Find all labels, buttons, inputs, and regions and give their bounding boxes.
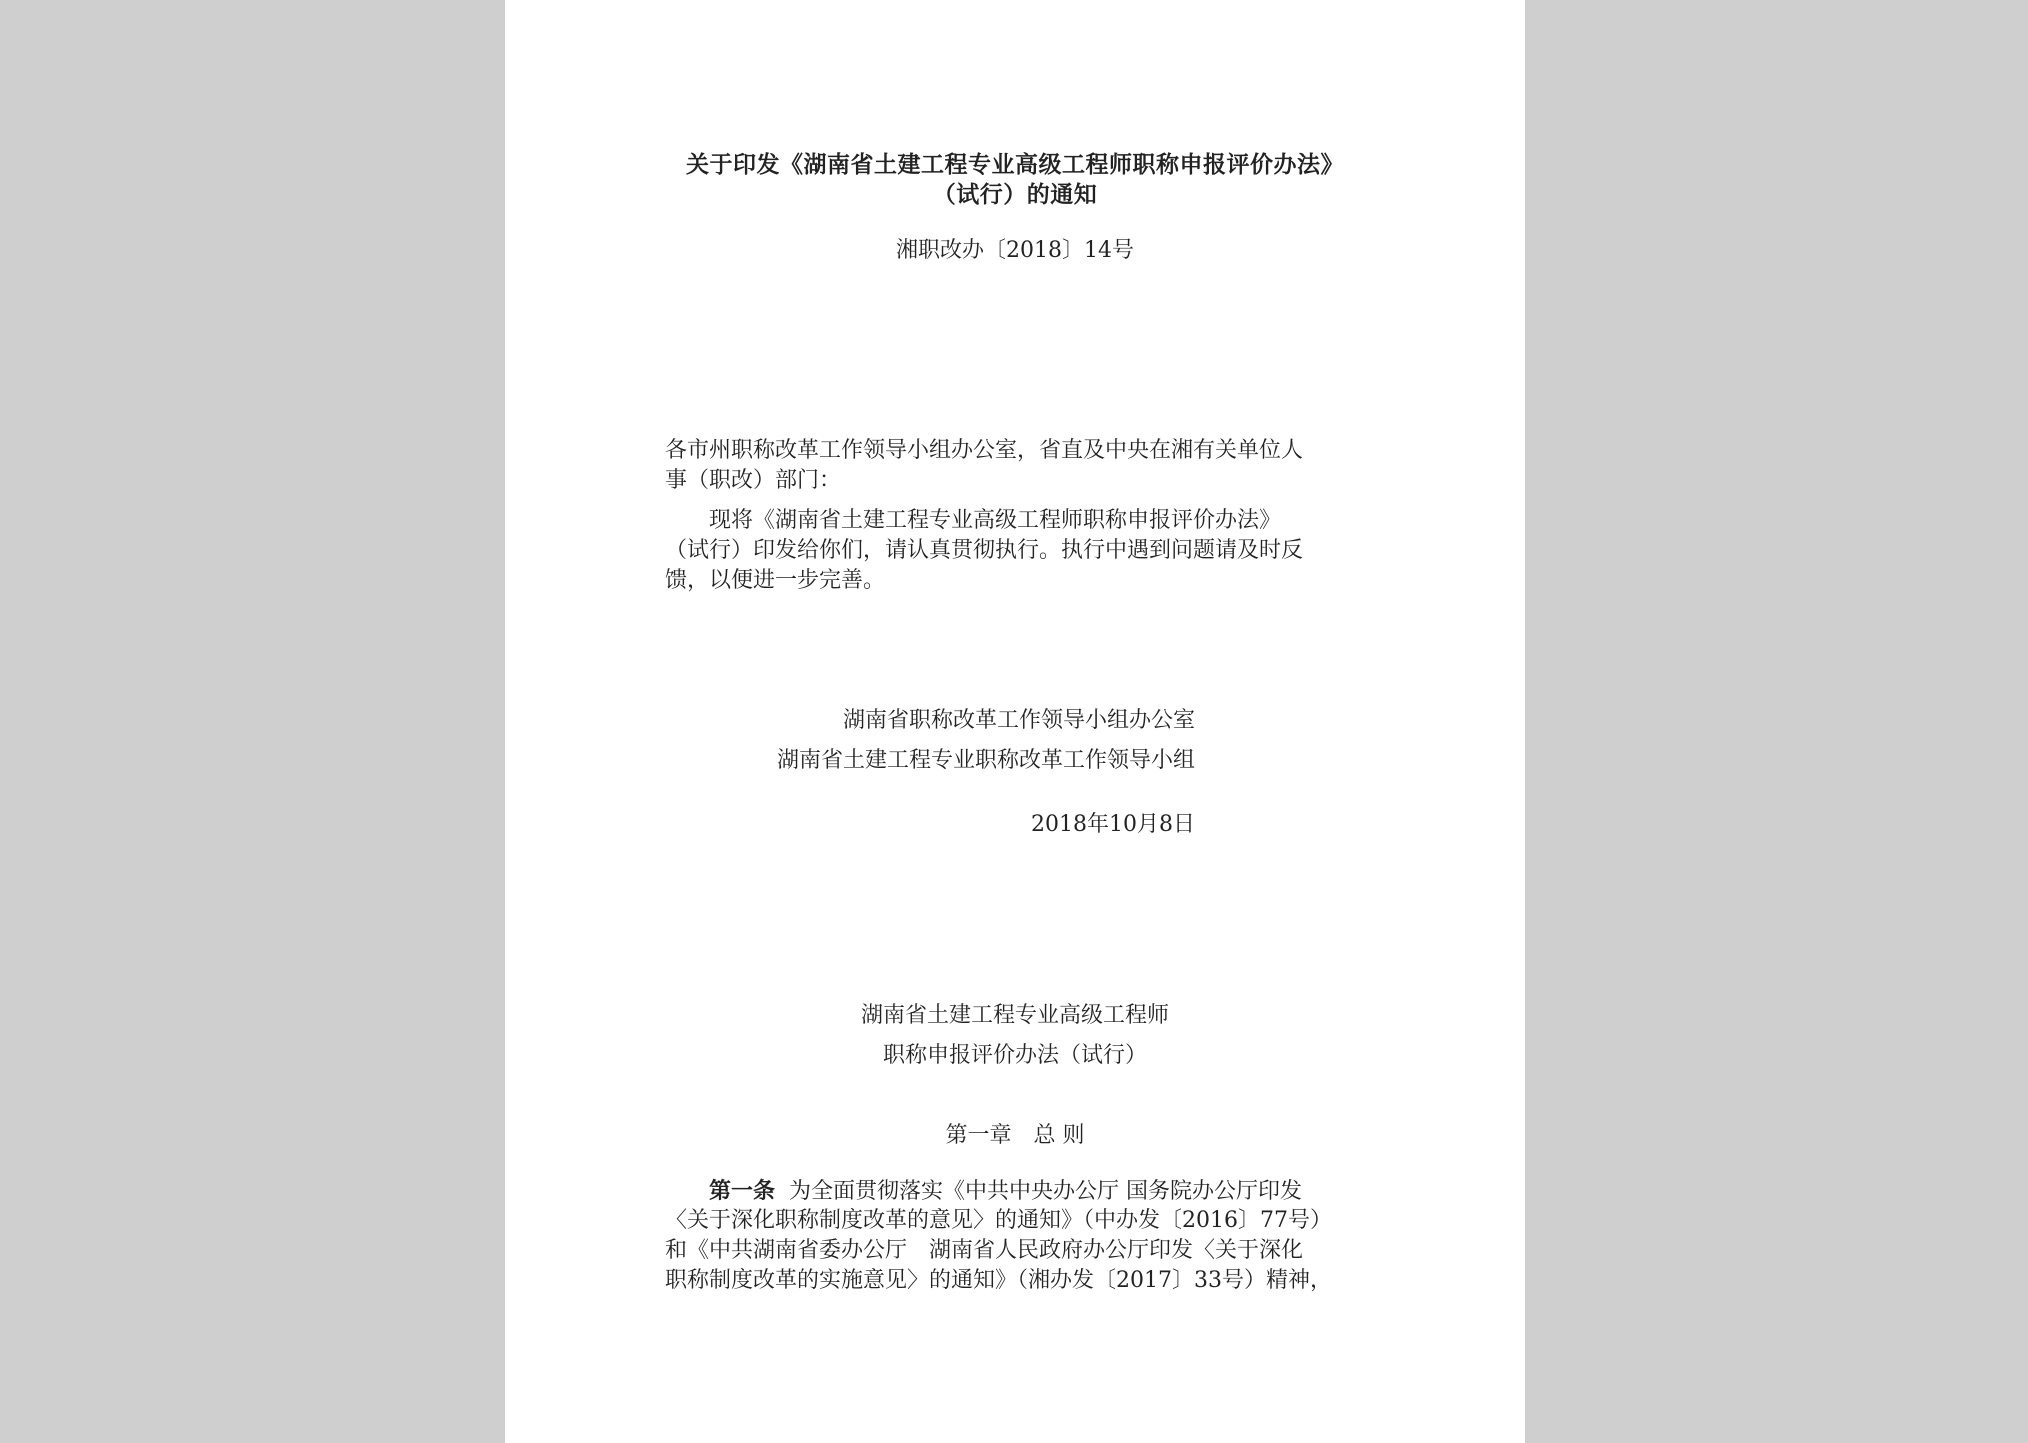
article1-line1 <box>709 1176 1302 1207</box>
signer-group: 湖南省土建工程专业职称改革工作领导小组 <box>776 748 1195 773</box>
article1-line3: 和《中共湖南省委办公厅 湖南省人民政府办公厅印发〈关于深化 <box>665 1238 1304 1263</box>
notice-title-line1: 关于印发《湖南省土建工程专业高级工程师职称申报评价办法》 <box>686 151 1344 178</box>
recipient-line1: 各市州职称改革工作领导小组办公室，省直及中央在湘有关单位人 <box>665 438 1304 463</box>
article1-text1: 为全面贯彻落实《中共中央办公厅 国务院办公厅印发 <box>789 1179 1303 1204</box>
regulation-title-line1: 湖南省土建工程专业高级工程师 <box>860 1003 1169 1028</box>
signer-office: 湖南省职称改革工作领导小组办公室 <box>842 708 1195 733</box>
document-page <box>505 0 1525 1443</box>
body-line3: 馈，以便进一步完善。 <box>665 568 886 593</box>
article1-line2: 〈关于深化职称制度改革的意见〉的通知》（中办发〔2016〕77号） <box>665 1208 1332 1233</box>
body-line2: （试行）印发给你们，请认真贯彻执行。执行中遇到问题请及时反 <box>665 538 1304 563</box>
recipient-line2: 事（职改）部门： <box>665 468 842 493</box>
body-line1: 现将《湖南省土建工程专业高级工程师职称申报评价办法》 <box>709 508 1282 533</box>
regulation-title-line2: 职称申报评价办法（试行） <box>882 1043 1147 1068</box>
notice-date: 2018年10月8日 <box>1031 812 1195 837</box>
doc-number: 湘职改办〔2018〕14号 <box>896 238 1134 263</box>
article1-label: 第一条 <box>709 1178 776 1204</box>
article1-line4: 职称制度改革的实施意见〉的通知》（湘办发〔2017〕33号）精神， <box>665 1268 1332 1293</box>
chapter-heading: 第一章 总 则 <box>945 1123 1085 1148</box>
notice-title-line2: （试行）的通知 <box>932 181 1098 208</box>
